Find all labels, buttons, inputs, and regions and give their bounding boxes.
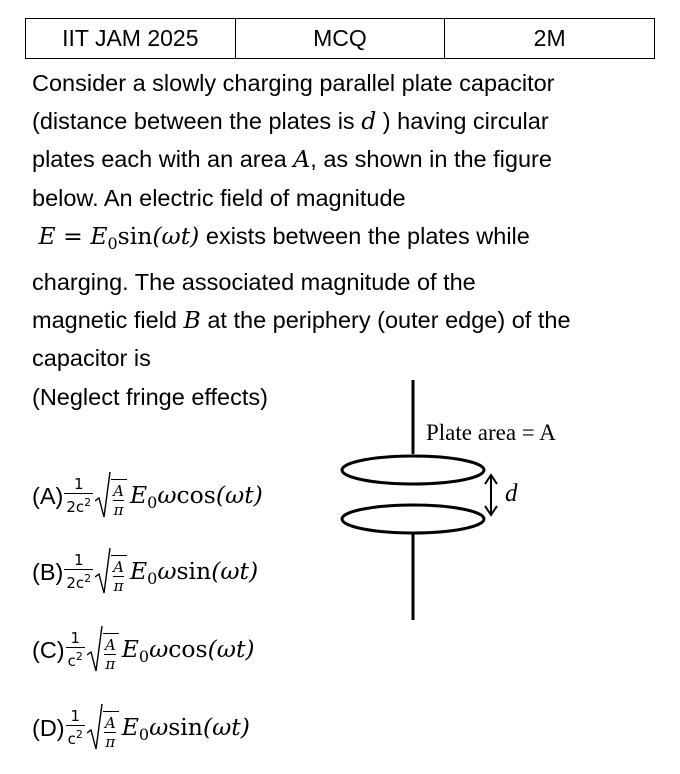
square-root: $\frac{A}{\pi}$ — [87, 705, 119, 751]
coefficient-fraction: $\frac{1}{2c^2}$ — [66, 551, 92, 592]
gap-distance-label: d — [505, 480, 518, 507]
option-expression: $E_0\omega\sin(\omega t)$ — [121, 712, 250, 744]
option-expression: $E_0\omega\cos(\omega t)$ — [129, 480, 263, 512]
question-line: charging. The associated magnitude of the — [32, 269, 476, 296]
question-line: (distance between the plates is d ) having circular — [32, 107, 549, 136]
radical-sign-icon — [95, 547, 111, 595]
gap-arrow — [485, 475, 497, 515]
option-a[interactable] — [32, 466, 263, 526]
coefficient-fraction: $\frac{1}{2c^2}$ — [66, 475, 92, 516]
option-d[interactable] — [32, 698, 250, 758]
option-label: (D) — [32, 714, 65, 741]
header-table — [25, 18, 655, 59]
question-text — [32, 64, 657, 416]
coefficient-fraction: $\frac{1}{c^2}$ — [67, 629, 83, 670]
plate-area-label: Plate area = A — [426, 420, 556, 445]
option-c[interactable] — [32, 620, 255, 680]
square-root: $\frac{A}{\pi}$ — [95, 473, 127, 519]
question-line: plates each with an area A, as shown in the figure — [32, 145, 552, 174]
bottom-plate — [342, 505, 484, 533]
question-line: capacitor is — [32, 345, 151, 372]
exam-cell: IIT JAM 2025 — [26, 19, 236, 59]
option-expression: $E_0\omega\sin(\omega t)$ — [129, 556, 259, 588]
radical-sign-icon — [87, 703, 103, 751]
question-equation-line: $E = E_0\sin(\omega t)$ exists between the plates while — [38, 221, 530, 253]
option-expression: $E_0\omega\cos(\omega t)$ — [121, 634, 255, 666]
option-label: (B) — [32, 558, 64, 585]
header-row — [26, 19, 655, 59]
question-note: (Neglect fringe effects) — [32, 383, 268, 410]
coefficient-fraction: $\frac{1}{c^2}$ — [67, 707, 83, 748]
capacitor-figure — [330, 376, 630, 626]
radical-sign-icon — [95, 471, 111, 519]
question-line: magnetic field B at the periphery (outer edge) of the — [32, 306, 571, 335]
equation-lhs: E — [38, 221, 56, 250]
option-label: (C) — [32, 636, 65, 663]
question-line: Consider a slowly charging parallel plate capacitor — [32, 70, 555, 96]
top-plate — [342, 456, 484, 484]
question-type-cell: MCQ — [235, 19, 445, 59]
radical-sign-icon — [87, 625, 103, 673]
question-line: below. An electric field of magnitude — [32, 184, 406, 211]
capacitor-diagram — [330, 376, 630, 626]
option-label: (A) — [32, 482, 64, 509]
square-root: $\frac{A}{\pi}$ — [87, 627, 119, 673]
square-root: $\frac{A}{\pi}$ — [95, 549, 127, 595]
option-b[interactable] — [32, 542, 258, 602]
marks-cell: 2M — [445, 19, 655, 59]
